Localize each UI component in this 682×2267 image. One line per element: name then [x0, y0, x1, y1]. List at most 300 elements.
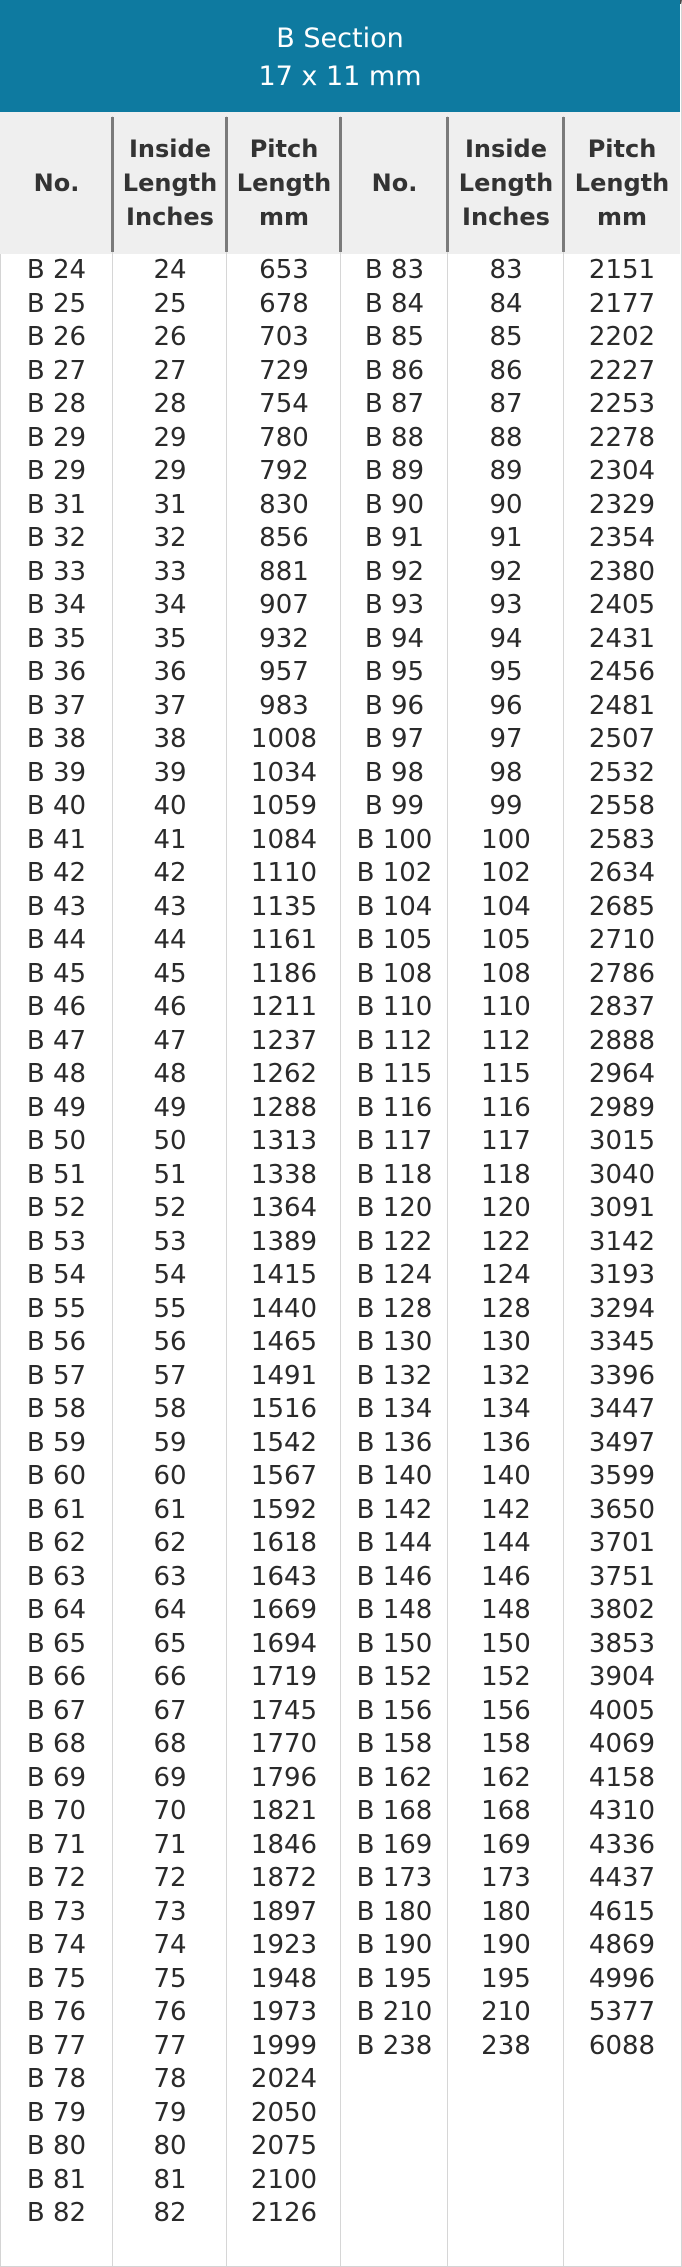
belt-no-cell: B 65 — [26, 1628, 87, 1659]
inside-length-cell: 168 — [481, 1796, 531, 1826]
pitch-length-cell: 856 — [259, 523, 309, 553]
pitch-length-cell: 2583 — [588, 824, 656, 855]
belt-no-cell: B 24 — [26, 255, 87, 285]
belt-no-cell: B 210 — [356, 1997, 433, 2027]
header-inside-line2: Length — [122, 169, 218, 197]
inside-length-cell: 82 — [153, 2198, 187, 2228]
pitch-length-cell: 4310 — [588, 1796, 656, 1826]
belt-no-cell: B 70 — [26, 1796, 87, 1826]
pitch-length-cell: 5377 — [588, 1997, 656, 2027]
belt-no-cell: B 52 — [26, 1193, 87, 1223]
pitch-length-cell: 3802 — [588, 1595, 656, 1625]
belt-no-cell: B 82 — [26, 2198, 87, 2228]
pitch-length-cell: 1135 — [250, 891, 318, 922]
header-pitch-length-right — [564, 112, 680, 254]
pitch-length-cell: 2431 — [588, 623, 656, 654]
inside-length-cell: 81 — [153, 2164, 187, 2195]
inside-length-cell: 70 — [153, 1796, 187, 1826]
belt-no-cell: B 95 — [364, 657, 425, 687]
pitch-length-cell: 2075 — [250, 2131, 318, 2161]
inside-length-cell: 95 — [489, 657, 523, 687]
inside-length-cell: 46 — [153, 992, 187, 1022]
pitch-length-cell: 1034 — [250, 757, 318, 788]
inside-length-cell: 156 — [481, 1695, 531, 1726]
inside-length-cell: 36 — [153, 657, 187, 687]
pitch-length-cell: 932 — [259, 623, 309, 654]
inside-length-cell: 59 — [153, 1427, 187, 1458]
table-row — [0, 1326, 680, 1360]
pitch-length-cell: 1592 — [250, 1494, 318, 1525]
belt-no-cell: B 90 — [364, 489, 425, 520]
belt-no-cell: B 41 — [26, 824, 87, 855]
table-row — [0, 522, 680, 556]
belt-no-cell: B 32 — [26, 523, 87, 553]
inside-length-cell: 134 — [481, 1394, 531, 1424]
belt-no-cell: B 27 — [26, 355, 87, 386]
inside-length-cell: 77 — [153, 2030, 187, 2061]
belt-no-cell: B 53 — [26, 1226, 87, 1257]
table-row — [0, 1025, 680, 1059]
table-row — [0, 1661, 680, 1695]
belt-no-cell: B 56 — [26, 1327, 87, 1357]
table-row — [0, 489, 680, 523]
inside-length-cell: 51 — [153, 1159, 187, 1190]
table-row — [0, 1494, 680, 1528]
inside-length-cell: 69 — [153, 1762, 187, 1793]
inside-length-cell: 32 — [153, 523, 187, 553]
table-row — [0, 455, 680, 489]
inside-length-cell: 136 — [481, 1427, 531, 1458]
inside-length-cell: 93 — [489, 590, 523, 620]
pitch-length-cell: 3142 — [588, 1226, 656, 1257]
inside-length-cell: 28 — [153, 389, 187, 419]
inside-length-cell: 73 — [153, 1896, 187, 1927]
belt-no-cell: B 84 — [364, 288, 425, 319]
table-row — [0, 1092, 680, 1126]
pitch-length-cell: 2177 — [588, 288, 656, 319]
table-row — [0, 1159, 680, 1193]
pitch-length-cell: 4615 — [588, 1896, 656, 1927]
inside-length-cell: 68 — [153, 1729, 187, 1759]
pitch-length-cell: 907 — [259, 590, 309, 620]
inside-length-cell: 61 — [153, 1494, 187, 1525]
pitch-length-cell: 1211 — [250, 992, 318, 1022]
table-row — [0, 656, 680, 690]
pitch-length-cell: 2278 — [588, 422, 656, 453]
pitch-length-cell: 1897 — [250, 1896, 318, 1927]
belt-no-cell: B 98 — [364, 757, 425, 788]
pitch-length-cell: 4869 — [588, 1930, 656, 1960]
table-row — [0, 1058, 680, 1092]
inside-length-cell: 84 — [489, 288, 523, 319]
table-row — [0, 623, 680, 657]
header-divider — [562, 117, 565, 252]
belt-no-cell: B 25 — [26, 288, 87, 319]
inside-length-cell: 58 — [153, 1394, 187, 1424]
pitch-length-cell: 2989 — [588, 1092, 656, 1123]
belt-no-cell: B 72 — [26, 1863, 87, 1893]
belt-no-cell: B 64 — [26, 1595, 87, 1625]
belt-no-cell: B 136 — [356, 1427, 433, 1458]
belt-no-cell: B 28 — [26, 389, 87, 419]
pitch-length-cell: 3015 — [588, 1126, 656, 1156]
inside-length-cell: 48 — [153, 1059, 187, 1089]
pitch-length-cell: 2786 — [588, 958, 656, 989]
header-pitch-line2: Length — [574, 169, 670, 197]
header-pitch-length-left — [227, 112, 341, 254]
pitch-length-cell: 1465 — [250, 1327, 318, 1357]
inside-length-cell: 80 — [153, 2131, 187, 2161]
header-inside-line3: Inches — [462, 203, 550, 231]
inside-length-cell: 91 — [489, 523, 523, 553]
belt-no-cell: B 48 — [26, 1059, 87, 1089]
pitch-length-cell: 4005 — [588, 1695, 656, 1726]
belt-no-cell: B 76 — [26, 1997, 87, 2027]
belt-no-cell: B 81 — [26, 2164, 87, 2195]
belt-no-cell: B 44 — [26, 925, 87, 955]
inside-length-cell: 88 — [489, 422, 523, 453]
pitch-length-cell: 983 — [259, 690, 309, 721]
belt-no-cell: B 87 — [364, 389, 425, 419]
inside-length-cell: 41 — [153, 824, 187, 855]
pitch-length-cell: 2481 — [588, 690, 656, 721]
inside-length-cell: 75 — [153, 1963, 187, 1994]
belt-no-cell: B 68 — [26, 1729, 87, 1759]
inside-length-cell: 67 — [153, 1695, 187, 1726]
pitch-length-cell: 2100 — [250, 2164, 318, 2195]
pitch-length-cell: 2837 — [588, 992, 656, 1022]
inside-length-cell: 132 — [481, 1360, 531, 1391]
belt-no-cell: B 156 — [356, 1695, 433, 1726]
belt-no-cell: B 150 — [356, 1628, 433, 1659]
pitch-length-cell: 1440 — [250, 1293, 318, 1324]
table-row — [0, 355, 680, 389]
inside-length-cell: 29 — [153, 456, 187, 486]
table-row — [0, 1728, 680, 1762]
table-row — [0, 1594, 680, 1628]
belt-no-cell: B 115 — [356, 1059, 433, 1089]
inside-length-cell: 122 — [481, 1226, 531, 1257]
inside-length-cell: 35 — [153, 623, 187, 654]
pitch-length-cell: 1745 — [250, 1695, 318, 1726]
pitch-length-cell: 1313 — [250, 1126, 318, 1156]
header-no-left: No. — [33, 169, 80, 197]
belt-no-cell: B 140 — [356, 1461, 433, 1491]
pitch-length-cell: 1999 — [250, 2030, 318, 2061]
belt-no-cell: B 39 — [26, 757, 87, 788]
table-row — [0, 321, 680, 355]
inside-length-cell: 50 — [153, 1126, 187, 1156]
pitch-length-cell: 2202 — [588, 322, 656, 352]
belt-no-cell: B 36 — [26, 657, 87, 687]
belt-no-cell: B 99 — [364, 791, 425, 821]
header-divider — [446, 117, 449, 252]
pitch-length-cell: 1389 — [250, 1226, 318, 1257]
pitch-length-cell: 3751 — [588, 1561, 656, 1592]
inside-length-cell: 27 — [153, 355, 187, 386]
table-row — [0, 891, 680, 925]
pitch-length-cell: 1084 — [250, 824, 318, 855]
pitch-length-cell: 4996 — [588, 1963, 656, 1994]
header-divider — [339, 117, 342, 252]
belt-no-cell: B 38 — [26, 724, 87, 754]
inside-length-cell: 118 — [481, 1159, 531, 1190]
inside-length-cell: 115 — [481, 1059, 531, 1089]
belt-no-cell: B 110 — [356, 992, 433, 1022]
pitch-length-cell: 1161 — [250, 925, 318, 955]
header-pitch-line3: mm — [596, 203, 647, 231]
pitch-length-cell: 2456 — [588, 657, 656, 687]
table-row — [0, 422, 680, 456]
belt-no-cell: B 117 — [356, 1126, 433, 1156]
belt-no-cell: B 93 — [364, 590, 425, 620]
inside-length-cell: 190 — [481, 1930, 531, 1960]
belt-no-cell: B 86 — [364, 355, 425, 386]
belt-no-cell: B 79 — [26, 2097, 87, 2128]
belt-no-cell: B 69 — [26, 1762, 87, 1793]
belt-no-cell: B 195 — [356, 1963, 433, 1994]
table-row — [0, 1527, 680, 1561]
pitch-length-cell: 3396 — [588, 1360, 656, 1391]
pitch-length-cell: 3904 — [588, 1662, 656, 1692]
pitch-length-cell: 1923 — [250, 1930, 318, 1960]
belt-no-cell: B 112 — [356, 1025, 433, 1056]
table-body — [0, 254, 680, 2231]
pitch-length-cell: 1338 — [250, 1159, 318, 1190]
inside-length-cell: 238 — [481, 2030, 531, 2061]
pitch-length-cell: 1948 — [250, 1963, 318, 1994]
table-row — [0, 1762, 680, 1796]
inside-length-cell: 71 — [153, 1829, 187, 1860]
inside-length-cell: 57 — [153, 1360, 187, 1391]
table-row — [0, 1125, 680, 1159]
inside-length-cell: 65 — [153, 1628, 187, 1659]
header-pitch-line1: Pitch — [249, 135, 319, 163]
belt-no-cell: B 85 — [364, 322, 425, 352]
header-inside-length-left — [113, 112, 227, 254]
inside-length-cell: 87 — [489, 389, 523, 419]
inside-length-cell: 105 — [481, 925, 531, 955]
belt-no-cell: B 60 — [26, 1461, 87, 1491]
inside-length-cell: 90 — [489, 489, 523, 520]
pitch-length-cell: 1821 — [250, 1796, 318, 1826]
inside-length-cell: 130 — [481, 1327, 531, 1357]
pitch-length-cell: 3040 — [588, 1159, 656, 1190]
belt-no-cell: B 54 — [26, 1260, 87, 1290]
inside-length-cell: 60 — [153, 1461, 187, 1491]
inside-length-cell: 86 — [489, 355, 523, 386]
inside-length-cell: 37 — [153, 690, 187, 721]
header-inside-line2: Length — [458, 169, 554, 197]
pitch-length-cell: 3599 — [588, 1461, 656, 1491]
belt-no-cell: B 173 — [356, 1863, 433, 1893]
pitch-length-cell: 4069 — [588, 1729, 656, 1759]
inside-length-cell: 63 — [153, 1561, 187, 1592]
belt-no-cell: B 96 — [364, 690, 425, 721]
pitch-length-cell: 703 — [259, 322, 309, 352]
inside-length-cell: 47 — [153, 1025, 187, 1056]
inside-length-cell: 34 — [153, 590, 187, 620]
pitch-length-cell: 1237 — [250, 1025, 318, 1056]
belt-no-cell: B 148 — [356, 1595, 433, 1625]
table-row — [0, 2097, 680, 2131]
pitch-length-cell: 2685 — [588, 891, 656, 922]
belt-no-cell: B 122 — [356, 1226, 433, 1257]
inside-length-cell: 54 — [153, 1260, 187, 1290]
belt-no-cell: B 120 — [356, 1193, 433, 1223]
inside-length-cell: 31 — [153, 489, 187, 520]
inside-length-cell: 79 — [153, 2097, 187, 2128]
table-row — [0, 2130, 680, 2164]
inside-length-cell: 49 — [153, 1092, 187, 1123]
belt-no-cell: B 108 — [356, 958, 433, 989]
inside-length-cell: 146 — [481, 1561, 531, 1592]
belt-no-cell: B 61 — [26, 1494, 87, 1525]
belt-no-cell: B 51 — [26, 1159, 87, 1190]
header-divider — [225, 117, 228, 252]
pitch-length-cell: 1364 — [250, 1193, 318, 1223]
belt-no-cell: B 238 — [356, 2030, 433, 2061]
inside-length-cell: 66 — [153, 1662, 187, 1692]
pitch-length-cell: 1618 — [250, 1528, 318, 1558]
table-row — [0, 723, 680, 757]
belt-no-cell: B 142 — [356, 1494, 433, 1525]
inside-length-cell: 142 — [481, 1494, 531, 1525]
inside-length-cell: 140 — [481, 1461, 531, 1491]
pitch-length-cell: 2024 — [250, 2064, 318, 2094]
table-row — [0, 1862, 680, 1896]
inside-length-cell: 128 — [481, 1293, 531, 1324]
table-row — [0, 1996, 680, 2030]
belt-no-cell: B 40 — [26, 791, 87, 821]
belt-no-cell: B 31 — [26, 489, 87, 520]
inside-length-cell: 53 — [153, 1226, 187, 1257]
pitch-length-cell: 2507 — [588, 724, 656, 754]
belt-no-cell: B 152 — [356, 1662, 433, 1692]
inside-length-cell: 56 — [153, 1327, 187, 1357]
table-row — [0, 1393, 680, 1427]
table-row — [0, 857, 680, 891]
table-title-banner — [0, 0, 680, 112]
table-row — [0, 1829, 680, 1863]
belt-no-cell: B 29 — [26, 456, 87, 486]
belt-no-cell: B 47 — [26, 1025, 87, 1056]
pitch-length-cell: 1415 — [250, 1260, 318, 1290]
belt-no-cell: B 94 — [364, 623, 425, 654]
belt-no-cell: B 162 — [356, 1762, 433, 1793]
inside-length-cell: 120 — [481, 1193, 531, 1223]
pitch-length-cell: 3853 — [588, 1628, 656, 1659]
table-row — [0, 757, 680, 791]
belt-no-cell: B 116 — [356, 1092, 433, 1123]
pitch-length-cell: 3294 — [588, 1293, 656, 1324]
pitch-length-cell: 2558 — [588, 791, 656, 821]
belt-no-cell: B 102 — [356, 858, 433, 888]
belt-no-cell: B 59 — [26, 1427, 87, 1458]
pitch-length-cell: 4158 — [588, 1762, 656, 1793]
pitch-length-cell: 1694 — [250, 1628, 318, 1659]
pitch-length-cell: 2050 — [250, 2097, 318, 2128]
inside-length-cell: 173 — [481, 1863, 531, 1893]
belt-no-cell: B 62 — [26, 1528, 87, 1558]
inside-length-cell: 116 — [481, 1092, 531, 1123]
belt-no-cell: B 88 — [364, 422, 425, 453]
inside-length-cell: 169 — [481, 1829, 531, 1860]
belt-no-cell: B 37 — [26, 690, 87, 721]
belt-no-cell: B 83 — [364, 255, 425, 285]
inside-length-cell: 150 — [481, 1628, 531, 1659]
inside-length-cell: 40 — [153, 791, 187, 821]
pitch-length-cell: 1262 — [250, 1059, 318, 1089]
inside-length-cell: 96 — [489, 690, 523, 721]
inside-length-cell: 42 — [153, 858, 187, 888]
pitch-length-cell: 1491 — [250, 1360, 318, 1391]
pitch-length-cell: 3345 — [588, 1327, 656, 1357]
table-row — [0, 1192, 680, 1226]
belt-no-cell: B 130 — [356, 1327, 433, 1357]
pitch-length-cell: 3701 — [588, 1528, 656, 1558]
pitch-length-cell: 1796 — [250, 1762, 318, 1793]
inside-length-cell: 180 — [481, 1896, 531, 1927]
pitch-length-cell: 1008 — [250, 724, 318, 754]
belt-no-cell: B 105 — [356, 925, 433, 955]
pitch-length-cell: 1669 — [250, 1595, 318, 1625]
pitch-length-cell: 1542 — [250, 1427, 318, 1458]
belt-no-cell: B 26 — [26, 322, 87, 352]
table-row — [0, 1360, 680, 1394]
inside-length-cell: 98 — [489, 757, 523, 788]
inside-length-cell: 102 — [481, 858, 531, 888]
pitch-length-cell: 2126 — [250, 2198, 318, 2228]
pitch-length-cell: 1288 — [250, 1092, 318, 1123]
belt-no-cell: B 45 — [26, 958, 87, 989]
pitch-length-cell: 2710 — [588, 925, 656, 955]
pitch-length-cell: 1186 — [250, 958, 318, 989]
belt-no-cell: B 97 — [364, 724, 425, 754]
header-pitch-line2: Length — [236, 169, 332, 197]
pitch-length-cell: 1973 — [250, 1997, 318, 2027]
pitch-length-cell: 2304 — [588, 456, 656, 486]
table-row — [0, 991, 680, 1025]
belt-no-cell: B 57 — [26, 1360, 87, 1391]
inside-length-cell: 74 — [153, 1930, 187, 1960]
pitch-length-cell: 1846 — [250, 1829, 318, 1860]
inside-length-cell: 92 — [489, 556, 523, 587]
belt-no-cell: B 63 — [26, 1561, 87, 1592]
pitch-length-cell: 792 — [259, 456, 309, 486]
table-row — [0, 1929, 680, 1963]
inside-length-cell: 110 — [481, 992, 531, 1022]
belt-no-cell: B 134 — [356, 1394, 433, 1424]
pitch-length-cell: 2329 — [588, 489, 656, 520]
header-pitch-line3: mm — [258, 203, 309, 231]
belt-no-cell: B 128 — [356, 1293, 433, 1324]
inside-length-cell: 117 — [481, 1126, 531, 1156]
table-row — [0, 1561, 680, 1595]
belt-no-cell: B 100 — [356, 824, 433, 855]
pitch-length-cell: 2888 — [588, 1025, 656, 1056]
belt-no-cell: B 80 — [26, 2131, 87, 2161]
table-row — [0, 1293, 680, 1327]
inside-length-cell: 64 — [153, 1595, 187, 1625]
inside-length-cell: 162 — [481, 1762, 531, 1793]
table-row — [0, 1427, 680, 1461]
pitch-length-cell: 729 — [259, 355, 309, 386]
table-row — [0, 288, 680, 322]
pitch-length-cell: 1770 — [250, 1729, 318, 1759]
inside-length-cell: 43 — [153, 891, 187, 922]
table-row — [0, 690, 680, 724]
